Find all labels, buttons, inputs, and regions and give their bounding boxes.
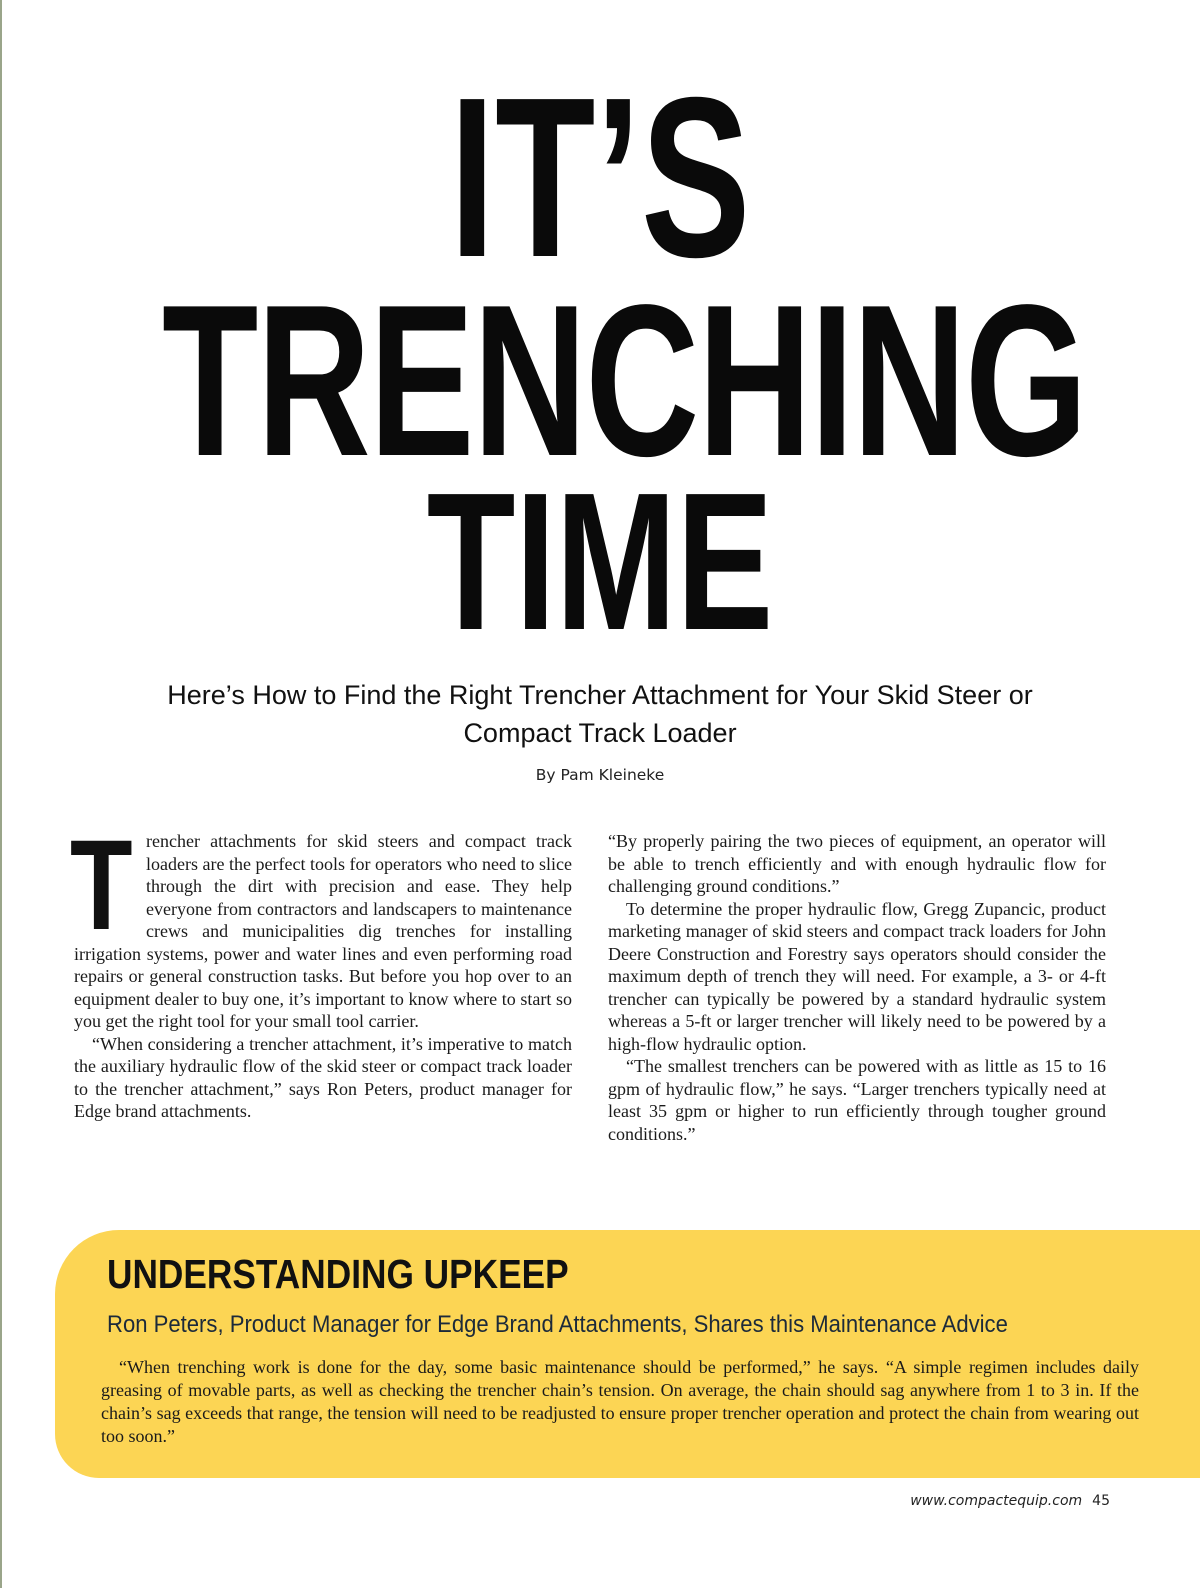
page-footer [910, 1493, 1110, 1509]
byline: By Pam Kleineke [535, 766, 665, 784]
sidebar-subtitle: Ron Peters, Product Manager for Edge Brand Attachments, Shares this Maintenance Advice [107, 1311, 1008, 1338]
sidebar-body: “When trenching work is done for the day, some basic maintenance should be performed,” he says. “A simple regimen includes daily greasing of movable parts, as well as checking the trencher chain’s tension. On average, the chain should sag anywhere from 1 to 3 in. If the chain’s sag exceeds that range, the tension will need to be readjusted to ensure proper trencher operation and protect the chain from wearing out too soon.” [101, 1357, 1139, 1446]
article-subtitle [100, 676, 1100, 752]
paragraph: “The smallest trenchers can be powered with as little as 15 to 16 gpm of hydraulic flow,” he says. “Larger trenchers typically need at least 35 gpm or higher to run efficiently through tougher ground conditions.” [608, 1056, 1106, 1144]
page-number: 45 [1092, 1493, 1110, 1509]
sidebar-box [55, 1230, 1200, 1478]
headline-line-1: IT’S [449, 51, 751, 305]
page-edge [0, 0, 2, 1588]
paragraph-text: rencher attachments for skid steers and compact track loaders are the perfect tools for operators who need to slice through the dirt with precision and ease. They help everyone from contractors and landscapers to maintenance crews and municipalities dig trenches for installing irrigation systems, power and water lines and even performing road repairs or general construction tasks. But before you hop over to an equipment dealer to buy one, it’s important to know where to start so you get the right tool for your small tool carrier. [74, 831, 572, 1031]
paragraph: “When considering a trencher attachment, it’s imperative to match the auxiliary hydraulic flow of the skid steer or compact track loader to the trencher attachment,” says Ron Peters, product manager for Edge brand attachments. [74, 1033, 572, 1121]
article-column-right [608, 830, 1106, 1145]
footer-url[interactable]: www.compactequip.com [910, 1493, 1083, 1509]
headline-line-3: TIME [426, 452, 774, 671]
drop-cap: T [70, 814, 133, 957]
paragraph: To determine the proper hydraulic flow, Gregg Zupancic, product marketing manager of skid steers and compact track loaders for John Deere Construction and Forestry says operators should consider the maximum depth of trench they will need. For example, a 3- or 4-ft trencher can typically be powered by a standard hydraulic system whereas a 5-ft or larger trencher will likely need to be powered by a high-flow hydraulic option. [608, 898, 1106, 1054]
paragraph: “By properly pairing the two pieces of equipment, an operator will be able to trench efficiently and with enough hydraulic flow for challenging ground conditions.” [608, 831, 1106, 896]
headline-line-2: TRENCHING [162, 259, 1087, 501]
subtitle-line-2: Compact Track Loader [463, 718, 737, 748]
subtitle-line-1: Here’s How to Find the Right Trencher Attachment for Your Skid Steer or [167, 680, 1033, 710]
paragraph [70, 814, 572, 1033]
article-column-left [70, 814, 572, 1123]
sidebar-title: UNDERSTANDING UPKEEP [107, 1251, 569, 1297]
